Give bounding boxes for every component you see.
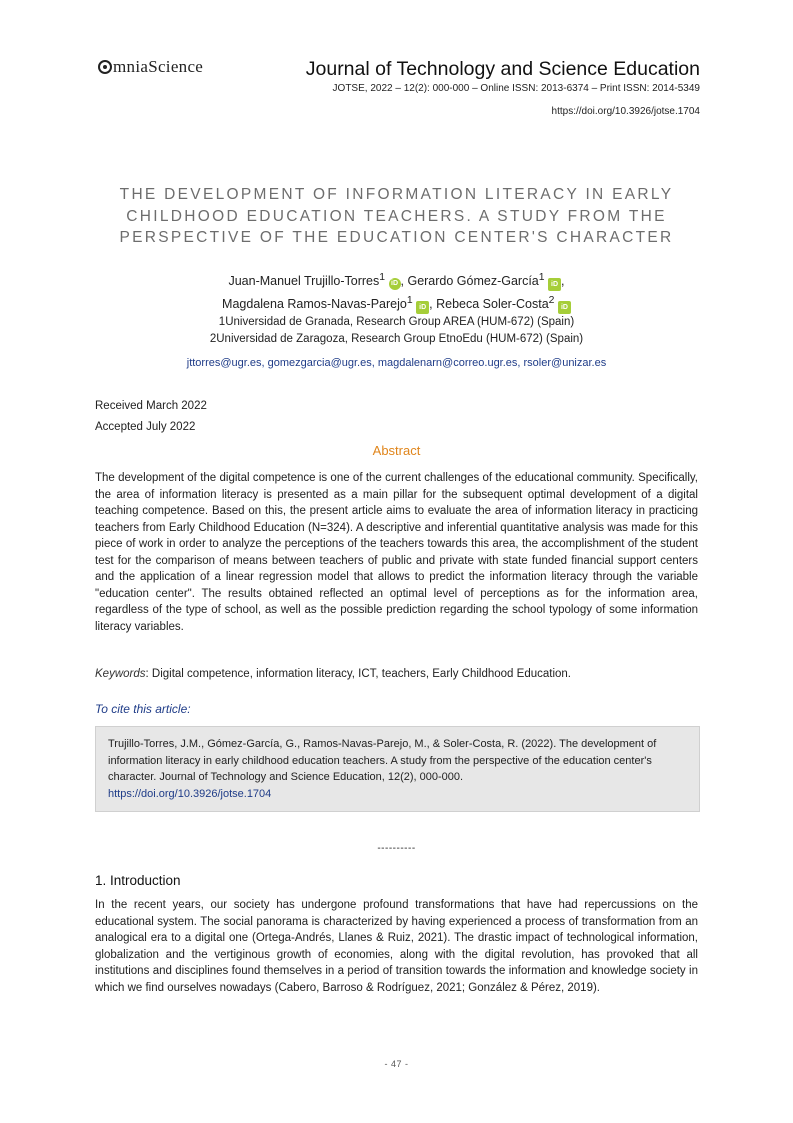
orcid-icon[interactable]: iD <box>416 301 429 314</box>
article-title <box>100 184 693 249</box>
abstract-heading: Abstract <box>372 443 421 458</box>
author-name: Juan-Manuel Trujillo-Torres <box>228 274 380 289</box>
author-affiliation-mark: 1 <box>379 272 386 283</box>
author-name: Gerardo Gómez-García <box>407 274 539 289</box>
orcid-icon[interactable]: iD <box>389 278 401 290</box>
keywords-label: Keywords <box>95 668 146 680</box>
author-emails[interactable]: jttorres@ugr.es, gomezgarcia@ugr.es, magdalenarn@correo.ugr.es, rsoler@unizar.es <box>186 357 607 369</box>
author-affiliation-mark: 1 <box>406 295 413 307</box>
orcid-icon[interactable]: iD <box>548 278 561 291</box>
section-separator: ---------- <box>377 843 416 854</box>
received-date: Received March 2022 <box>95 400 207 412</box>
section-heading: 1. Introduction <box>95 873 181 888</box>
doi-link[interactable]: https://doi.org/10.3926/jotse.1704 <box>551 106 700 117</box>
introduction-text: In the recent years, our society has undergone profound transformations that have had repercussions on the educational system. The social panorama is characterized by having experienced a process of transformation from an analogical era to a digital one (Ortega-Andrés, Llanes & Ruiz, 2021). The drastic impact of technological information, globalization and the vertiginous growth of economies, along with the digital revolution, has provoked that all institutions and disciplines found themselves in a period of transition towards the information and knowledge society in which we find ourselves nowadays (Cabero, Barroso & Rodríguez, 2021; González & Pérez, 2019). <box>95 899 698 994</box>
orcid-icon[interactable]: iD <box>558 301 571 314</box>
affiliation-1: 1Universidad de Granada, Research Group AREA (HUM-672) (Spain) <box>218 316 575 328</box>
issn-line: JOTSE, 2022 – 12(2): 000-000 – Online ISSN: 2013-6374 – Print ISSN: 2014-5349 <box>332 83 700 94</box>
author-list: Juan-Manuel Trujillo-Torres$^1$ iD , Gerardo Gómez-García$^1$ iD , Magdalena Ramos-Navas-Parejo$^1$ iD , Rebeca Soler-Costa$^2$ iD <box>100 268 693 314</box>
title-line-3: PERSPECTIVE OF THE EDUCATION CENTER'S CHARACTER <box>119 229 674 246</box>
author-name: Rebeca Soler-Costa <box>436 297 549 312</box>
publisher-name: mniaScience <box>113 57 204 76</box>
affiliations <box>100 314 693 348</box>
title-line-2: CHILDHOOD EDUCATION TEACHERS. A STUDY FROM THE <box>126 207 667 225</box>
page-number: - 47 - <box>384 1059 409 1069</box>
keywords-text: Digital competence, information literacy, ICT, teachers, Early Childhood Education. <box>151 668 571 680</box>
omniascience-logo-icon <box>98 60 112 74</box>
cite-heading: To cite this article: <box>95 702 191 716</box>
publisher-logo <box>98 57 203 77</box>
accepted-date: Accepted July 2022 <box>95 421 196 433</box>
affiliation-2: 2Universidad de Zaragoza, Research Group EtnoEdu (HUM-672) (Spain) <box>209 333 584 345</box>
article-dates <box>95 396 207 438</box>
citation-box <box>95 726 700 812</box>
journal-title: Journal of Technology and Science Education <box>305 58 700 80</box>
author-affiliation-mark: 1 <box>538 272 545 283</box>
keywords: Keywords: Digital competence, information literacy, ICT, teachers, Early Childhood Education. <box>95 668 571 680</box>
abstract-text: The development of the digital competence is one of the current challenges of the educational community. Specifically, the area of information literacy is presented as a main pillar for the subsequent optimal development of a digital teaching competence. Based on this, the present article aims to evaluate the area of information literacy in practicing teachers from Early Childhood Education (N=324). A descriptive and inferential quantitative analysis was made for this piece of work in order to analyze the perceptions of the teachers towards this area, the accomplishment of the student test for the comparison of means between teachers of public and private with state funded financial support centers and the application of a linear regression model that allows to predict the information literacy through the variable "education center". The results obtained reflected an optimal level of perceptions as for the information area, regardless of the type of school, as well as the possible prediction regarding the school typology of some information literacy variables. <box>95 472 698 633</box>
author-name: Magdalena Ramos-Navas-Parejo <box>222 297 407 312</box>
citation-text: Trujillo-Torres, J.M., Gómez-García, G., Ramos-Navas-Parejo, M., & Soler-Costa, R. (2022). The development of information literacy in early childhood education teachers. A study from the perspective of the education center's character. Journal of Technology and Science Education, 12(2), 000-000. <box>108 738 657 783</box>
author-affiliation-mark: 2 <box>548 295 555 307</box>
citation-link[interactable]: https://doi.org/10.3926/jotse.1704 <box>108 787 272 800</box>
title-line-1: THE DEVELOPMENT OF INFORMATION LITERACY IN EARLY <box>119 186 674 203</box>
